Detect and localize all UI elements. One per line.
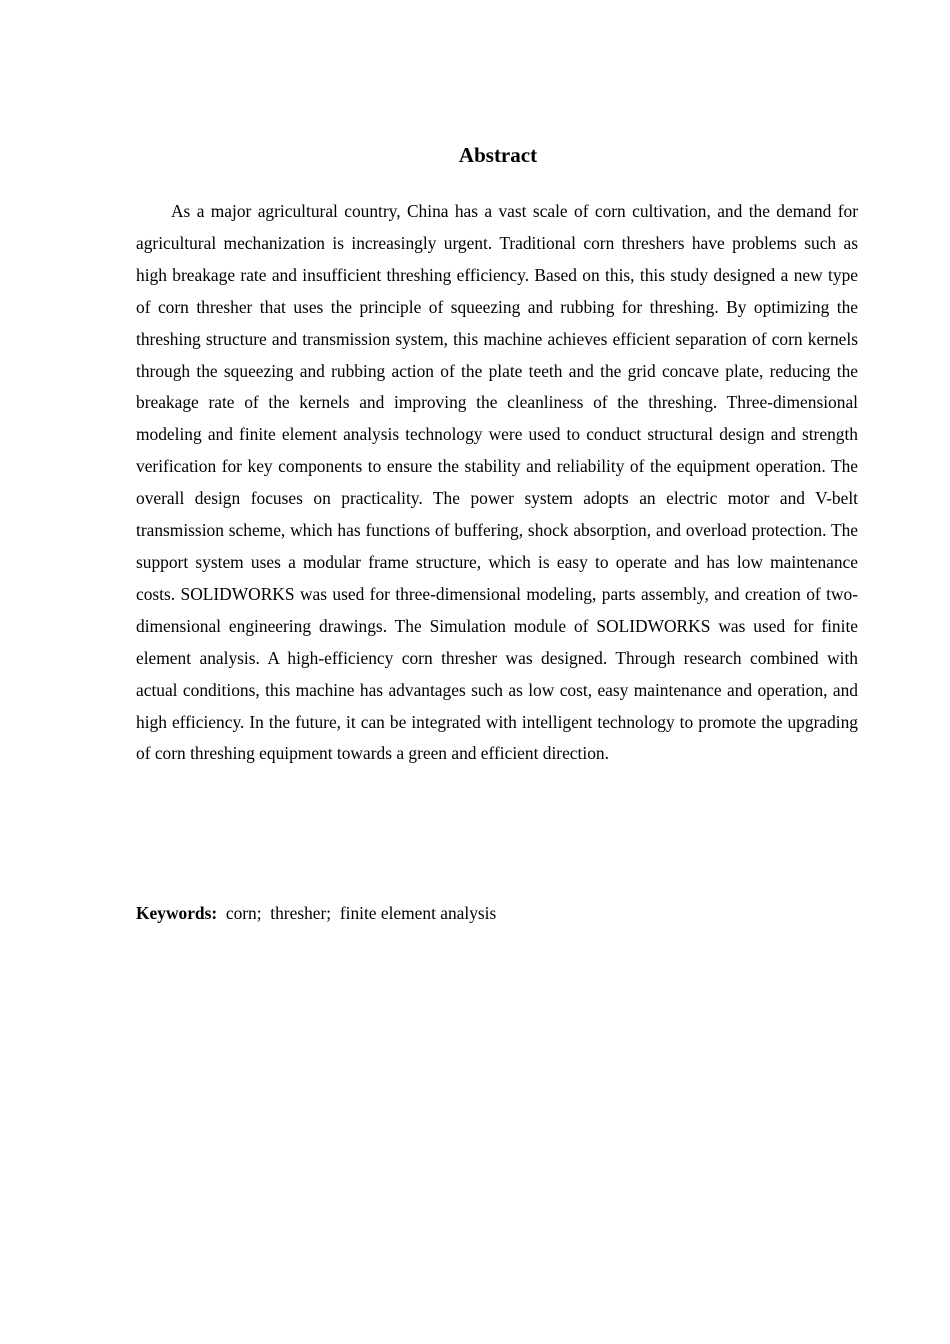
keywords-text: corn; thresher; finite element analysis (217, 903, 497, 923)
abstract-body: As a major agricultural country, China has a vast scale of corn cultivation, and the demand for agricultural mechanization is increasingly urgent. Traditional corn threshers have problems such as high breakage rate and insufficient threshing efficiency. Based on this, this study designed a new type of corn thresher that uses the principle of squeezing and rubbing for threshing. By optimizing the threshing structure and transmission system, this machine achieves efficient separation of corn kernels through the squeezing and rubbing action of the plate teeth and the grid concave plate, reducing the breakage rate of the kernels and improving the cleanliness of the threshing. Three-dimensional modeling and finite element analysis technology were used to conduct structural design and strength verification for key components to ensure the stability and reliability of the equipment operation. The overall design focuses on practicality. The power system adopts an electric motor and V-belt transmission scheme, which has functions of buffering, shock absorption, and overload protection. The support system uses a modular frame structure, which is easy to operate and has low maintenance costs. SOLIDWORKS was used for three-dimensional modeling, parts assembly, and creation of two-dimensional engineering drawings. The Simulation module of SOLIDWORKS was used for finite element analysis. A high-efficiency corn thresher was designed. Through research combined with actual conditions, this machine has advantages such as low cost, easy maintenance and operation, and high efficiency. In the future, it can be integrated with intelligent technology to promote the upgrading of corn threshing equipment towards a green and efficient direction. (136, 201, 858, 764)
keywords-line (136, 898, 858, 930)
abstract-title: Abstract (458, 143, 538, 167)
keywords-label: Keywords: (136, 903, 218, 923)
